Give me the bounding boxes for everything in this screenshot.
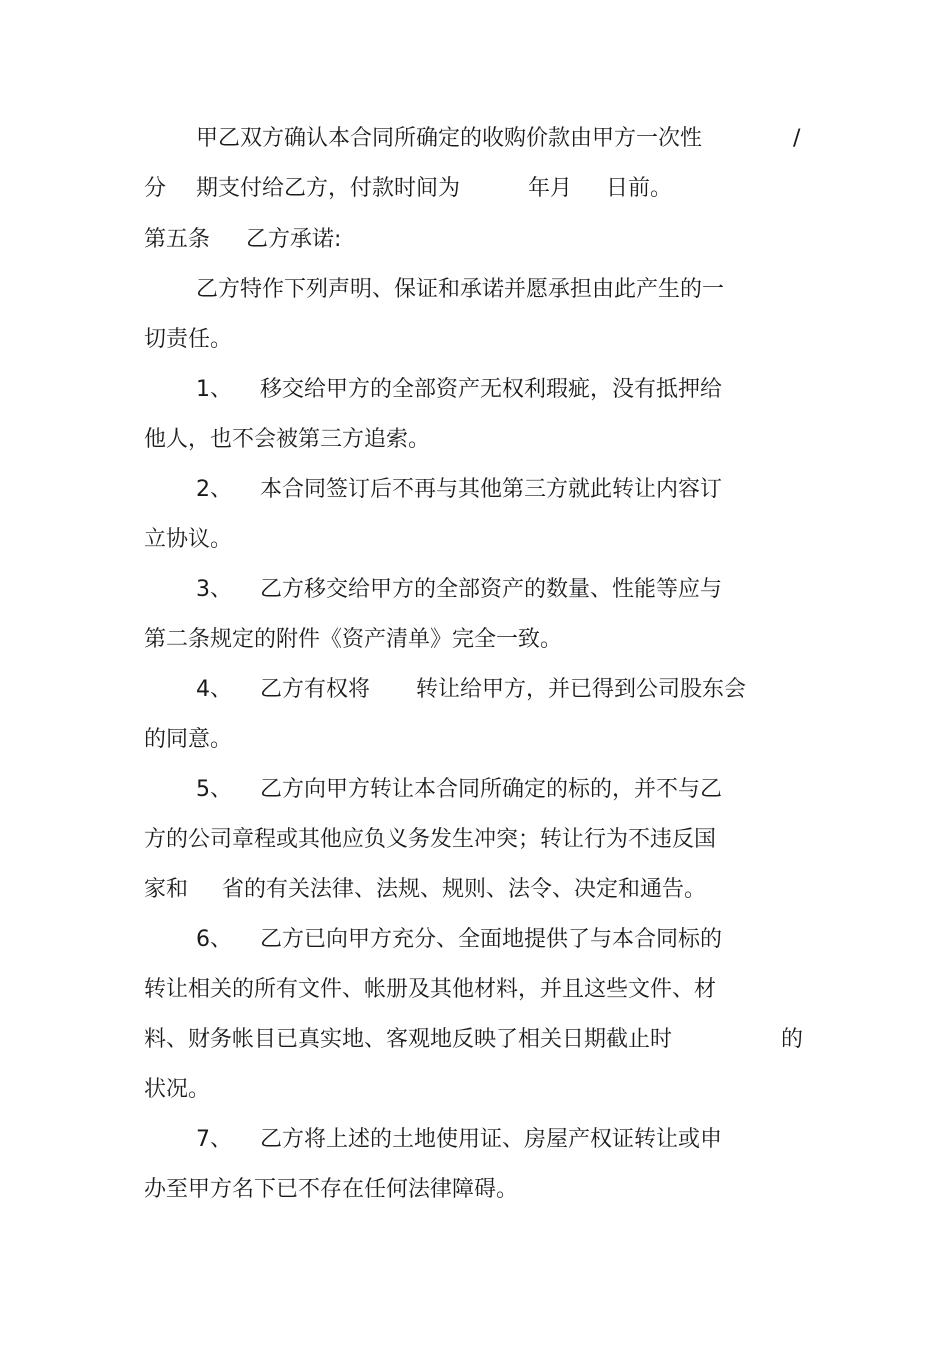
text-segment: 日前。 (606, 176, 673, 201)
text-segment: / (793, 126, 801, 151)
text-segment: 分 (144, 176, 167, 201)
text-segment: 3、 (196, 577, 232, 602)
text-segment: 乙方将上述的土地使用证、房屋产权证转让或申 (260, 1127, 723, 1152)
text-segment: 方的公司章程或其他应负义务发生冲突；转让行为不违反国 (144, 827, 717, 852)
text-segment: 料、财务帐目已真实地、客观地反映了相关日期截止时 (144, 1027, 673, 1052)
text-segment: 期支付给乙方，付款时间为 (196, 176, 461, 201)
text-segment: 移交给甲方的全部资产无权利瑕疵，没有抵押给 (260, 377, 723, 402)
text-segment: 7、 (196, 1127, 232, 1152)
text-segment: 乙方移交给甲方的全部资产的数量、性能等应与 (260, 577, 723, 602)
text-segment: 6、 (196, 927, 232, 952)
text-segment: 4、 (196, 677, 232, 702)
text-segment: 家和 (144, 877, 189, 902)
text-segment: 乙方承诺: (246, 227, 342, 252)
text-segment: 第五条 (144, 227, 211, 252)
text-segment: 年月 (528, 176, 573, 201)
text-segment: 乙方有权将 (260, 677, 371, 702)
text-segment: 的同意。 (144, 727, 233, 752)
text-segment: 状况。 (144, 1077, 211, 1102)
text-segment: 5、 (196, 777, 232, 802)
text-segment: 第二条规定的附件《资产清单》完全一致。 (144, 627, 563, 652)
text-segment: 乙方特作下列声明、保证和承诺并愿承担由此产生的一 (196, 277, 725, 302)
text-segment: 本合同签订后不再与其他第三方就此转让内容订 (260, 477, 723, 502)
text-segment: 2、 (196, 477, 232, 502)
text-segment: 转让给甲方，并已得到公司股东会 (416, 677, 747, 702)
text-segment: 省的有关法律、法规、规则、法令、决定和通告。 (222, 877, 707, 902)
text-segment: 转让相关的所有文件、帐册及其他材料，并且这些文件、材 (144, 977, 717, 1002)
text-segment: 办至甲方名下已不存在任何法律障碍。 (144, 1177, 519, 1202)
text-segment: 1、 (196, 377, 232, 402)
text-segment: 甲乙双方确认本合同所确定的收购价款由甲方一次性 (196, 126, 703, 151)
text-segment: 切责任。 (144, 327, 233, 352)
text-segment: 他人，也不会被第三方追索。 (144, 427, 431, 452)
text-segment: 乙方向甲方转让本合同所确定的标的，并不与乙 (260, 777, 723, 802)
text-segment: 的 (781, 1027, 804, 1052)
text-segment: 立协议。 (144, 527, 233, 552)
text-segment: 乙方已向甲方充分、全面地提供了与本合同标的 (260, 927, 723, 952)
